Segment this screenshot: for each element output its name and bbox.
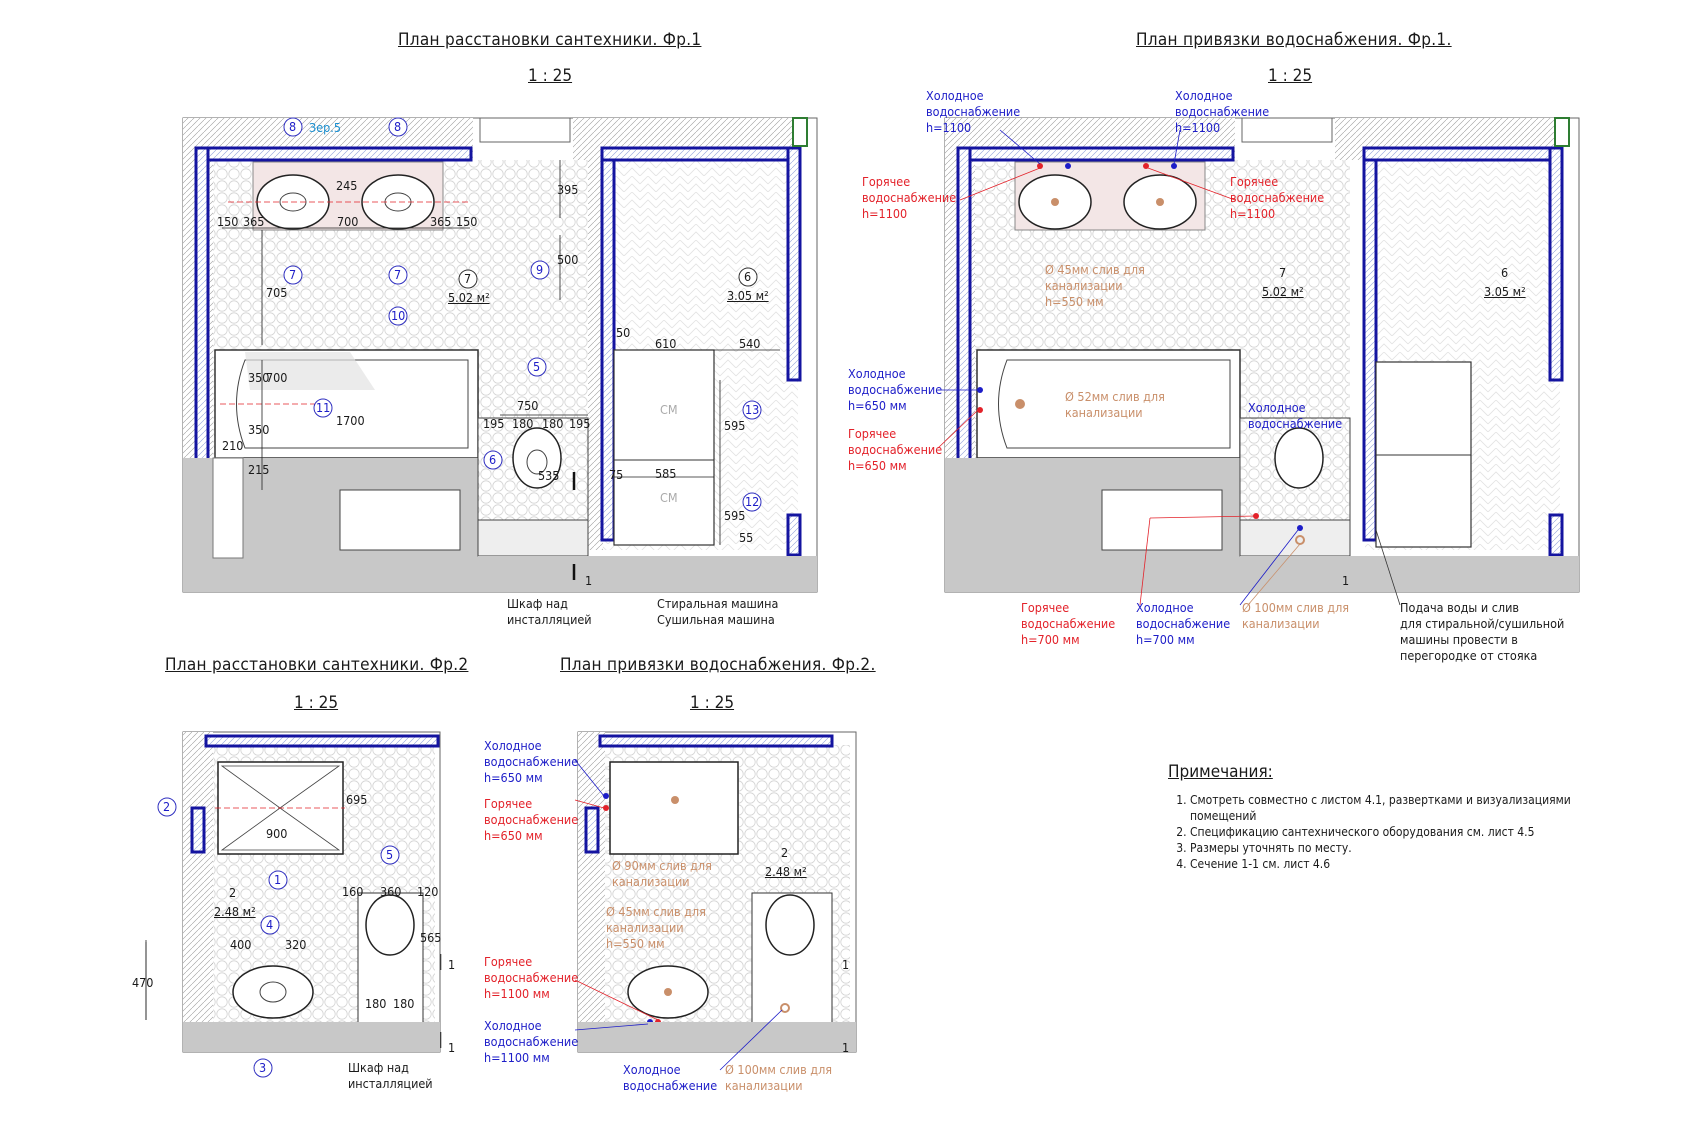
dim-195b: 195: [569, 416, 591, 431]
note-item: 1. Смотреть совместно с листом 4.1, развертками и визуализациями помещений: [1190, 792, 1638, 824]
dim-695: 695: [346, 792, 368, 807]
room7-num: 7: [464, 271, 472, 286]
plan2-title: План расстановки сантехники. Фр.2: [165, 655, 469, 675]
dim-55: 55: [739, 530, 754, 545]
w2-room-num: 2: [781, 845, 789, 860]
tag-5-p2: 5: [386, 847, 394, 862]
w2-cold: Холодное водоснабжение: [623, 1062, 718, 1093]
tag-8a: 8: [289, 119, 297, 134]
washer-mark-2: СМ: [660, 490, 678, 505]
water2-scale: 1 : 25: [690, 693, 735, 713]
dim-395: 395: [557, 182, 579, 197]
mirror-tag: Зер.5: [309, 120, 341, 135]
dim-120: 120: [417, 884, 439, 899]
hot-1100-right: Горячее водоснабжение h=1100: [1230, 174, 1325, 221]
cold-1100-left: Холодное водоснабжение h=1100: [926, 88, 1021, 135]
section-mark-2: 1: [1342, 573, 1350, 588]
dim-350a: 350: [248, 370, 270, 385]
notes-list: [1168, 792, 1638, 872]
tag-11: 11: [316, 400, 331, 415]
note-item: 2. Спецификацию сантехнического оборудования см. лист 4.5: [1190, 824, 1638, 840]
dim-900: 900: [266, 826, 288, 841]
dim-195a: 195: [483, 416, 505, 431]
dim-365a: 365: [243, 214, 265, 229]
dim-1700: 1700: [336, 413, 365, 428]
tag-13: 13: [745, 402, 760, 417]
dim-595b: 595: [724, 508, 746, 523]
tag-12: 12: [745, 494, 760, 509]
p2-room-num: 2: [229, 885, 237, 900]
tag-2-p2: 2: [163, 799, 171, 814]
cabinet-label-2: Шкаф над инсталляцией: [348, 1060, 433, 1091]
water1-title: План привязки водоснабжения. Фр.1.: [1136, 30, 1452, 50]
w2-room-area: 2.48 м²: [765, 864, 807, 879]
dim-565: 565: [420, 930, 442, 945]
drain-45-label: Ø 45мм слив для канализации h=550 мм: [1045, 262, 1145, 309]
cold-700-label: Холодное водоснабжение h=700 мм: [1136, 600, 1231, 647]
dim-585: 585: [655, 466, 677, 481]
dim-500: 500: [557, 252, 579, 267]
dim-610: 610: [655, 336, 677, 351]
note-item: 4. Сечение 1-1 см. лист 4.6: [1190, 856, 1638, 872]
w2-drain-45: Ø 45мм слив для канализации h=550 мм: [606, 904, 706, 951]
plan2-drawing: [146, 732, 440, 1077]
dim-320: 320: [285, 937, 307, 952]
tag-5: 5: [533, 359, 541, 374]
notes-title: Примечания:: [1168, 762, 1273, 782]
dim-75: 75: [609, 467, 624, 482]
section-mark-5: 1: [842, 957, 850, 972]
plan2-scale: 1 : 25: [294, 693, 339, 713]
dim-180b: 180: [542, 416, 564, 431]
cold-1100-right: Холодное водоснабжение h=1100: [1175, 88, 1270, 135]
drain-52-label: Ø 52мм слив для канализации: [1065, 389, 1165, 420]
w2-cold-650: Холодное водоснабжение h=650 мм: [484, 738, 579, 785]
dim-535: 535: [538, 468, 560, 483]
section-mark-6: 1: [842, 1040, 850, 1055]
w-room6-num: 6: [1501, 265, 1509, 280]
dim-150a: 150: [217, 214, 239, 229]
w2-hot-650: Горячее водоснабжение h=650 мм: [484, 796, 579, 843]
dim-180d: 180: [393, 996, 415, 1011]
tag-10: 10: [391, 308, 406, 323]
w-room6-area: 3.05 м²: [1484, 284, 1526, 299]
dim-180c: 180: [365, 996, 387, 1011]
w2-hot-1100: Горячее водоснабжение h=1100 мм: [484, 954, 579, 1001]
hot-700-label: Горячее водоснабжение h=700 мм: [1021, 600, 1116, 647]
hot-1100-left: Горячее водоснабжение h=1100: [862, 174, 957, 221]
room6-num: 6: [744, 269, 752, 284]
plan1-title: План расстановки сантехники. Фр.1: [398, 30, 702, 50]
dim-210: 210: [222, 438, 244, 453]
hot-650-label: Горячее водоснабжение h=650 мм: [848, 426, 943, 473]
w-room7-area: 5.02 м²: [1262, 284, 1304, 299]
w-room7-num: 7: [1279, 265, 1287, 280]
tag-7b: 7: [394, 267, 402, 282]
w2-drain-100: Ø 100мм слив для канализации: [725, 1062, 833, 1093]
dim-150b: 150: [456, 214, 478, 229]
tag-3-p2: 3: [259, 1060, 267, 1075]
cabinet-label-1: Шкаф над инсталляцией: [507, 596, 592, 627]
dim-360: 360: [380, 884, 402, 899]
section-mark-4: 1: [448, 1040, 456, 1055]
washer-label: Стиральная машина Сушильная машина: [657, 596, 779, 627]
room6-area: 3.05 м²: [727, 288, 769, 303]
dim-750: 750: [517, 398, 539, 413]
plan1-scale: 1 : 25: [528, 66, 573, 86]
tag-8b: 8: [394, 119, 402, 134]
section-mark-3: 1: [448, 957, 456, 972]
tag-4-p2: 4: [266, 917, 274, 932]
cold-650-label: Холодное водоснабжение h=650 мм: [848, 366, 943, 413]
dim-400: 400: [230, 937, 252, 952]
dim-700b: 700: [266, 370, 288, 385]
p2-room-area: 2.48 м²: [214, 904, 256, 919]
dim-700a: 700: [337, 214, 359, 229]
section-mark-1: 1: [585, 573, 593, 588]
dim-705: 705: [266, 285, 288, 300]
dim-595a: 595: [724, 418, 746, 433]
dim-365b: 365: [430, 214, 452, 229]
tag-1-p2: 1: [274, 872, 282, 887]
tag-9: 9: [536, 262, 544, 277]
note-item: 3. Размеры уточнять по месту.: [1190, 840, 1638, 856]
tag-6: 6: [489, 452, 497, 467]
tag-7a: 7: [289, 267, 297, 282]
cold-wc-label: Холодное водоснабжение: [1248, 400, 1343, 431]
dim-245: 245: [336, 178, 358, 193]
water1-scale: 1 : 25: [1268, 66, 1313, 86]
dim-215: 215: [248, 462, 270, 477]
w2-cold-1100: Холодное водоснабжение h=1100 мм: [484, 1018, 579, 1065]
dim-160: 160: [342, 884, 364, 899]
w2-drain-90: Ø 90мм слив для канализации: [612, 858, 712, 889]
dim-180a: 180: [512, 416, 534, 431]
dim-350b: 350: [248, 422, 270, 437]
dim-470: 470: [132, 975, 154, 990]
water2-title: План привязки водоснабжения. Фр.2.: [560, 655, 876, 675]
dim-540: 540: [739, 336, 761, 351]
dim-50: 50: [616, 325, 631, 340]
water2-drawing: [575, 732, 856, 1070]
drain-100-label: Ø 100мм слив для канализации: [1242, 600, 1350, 631]
notes-block: [1168, 762, 1638, 872]
supply-note: Подача воды и слив для стиральной/сушильной машины провести в перегородке от стояка: [1400, 600, 1565, 663]
washer-mark-1: СМ: [660, 402, 678, 417]
room7-area: 5.02 м²: [448, 290, 490, 305]
